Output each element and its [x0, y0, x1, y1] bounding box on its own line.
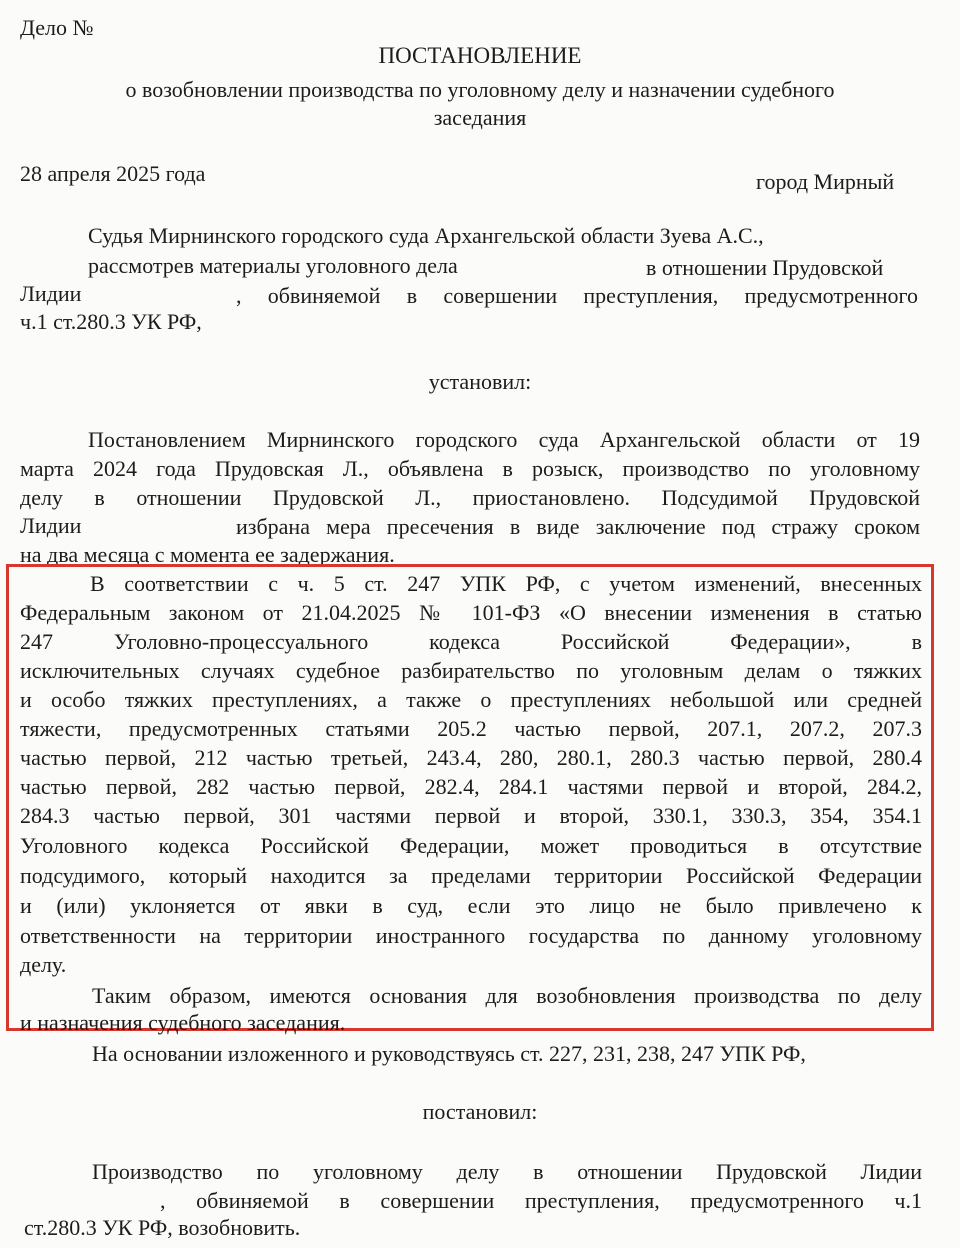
para2-line-last: делу. — [20, 952, 67, 977]
resolution-line-2: , обвиняемой в совершении преступления, предусмотренного ч.1 — [160, 1188, 922, 1213]
document-city: город Мирный — [756, 169, 895, 194]
para3-line-2: и назначения судебного заседания. — [20, 1010, 346, 1035]
intro-line-2a: рассмотрев материалы уголовного дела — [88, 253, 458, 278]
basis-line: На основании изложенного и руководствуясь ст. 227, 231, 238, 247 УПК РФ, — [92, 1041, 806, 1066]
para2-line: частью первой, 282 частью первой, 282.4, 284.1 частями первой и второй, 284.2, — [20, 774, 922, 799]
case-number: Дело № — [20, 15, 94, 40]
para2-line: и особо тяжких преступлениях, а также о преступлениях небольшой или средней — [20, 687, 922, 712]
para1-line-2: марта 2024 года Прудовская Л., объявлена в розыск, производство по уголовному — [20, 456, 920, 481]
document-title: ПОСТАНОВЛЕНИЕ — [378, 43, 582, 68]
intro-line-2b: в отношении Прудовской — [646, 255, 884, 280]
para2-line: Уголовного кодекса Российской Федерации, может проводиться в отсутствие — [20, 833, 922, 858]
resolution-line-1: Производство по уголовному делу в отношении Прудовской Лидии — [92, 1159, 922, 1184]
document-subtitle-line-1: о возобновлении производства по уголовному делу и назначении судебного — [125, 77, 835, 102]
para2-line: Федеральным законом от 21.04.2025 № 101-ФЗ «О внесении изменения в статью — [20, 600, 922, 625]
para2-line: исключительных случаях судебное разбирательство по уголовным делам о тяжких — [20, 658, 922, 683]
intro-line-3a: Лидии — [20, 281, 82, 306]
intro-line-4: ч.1 ст.280.3 УК РФ, — [20, 309, 202, 334]
para2-line: и (или) уклоняется от явки в суд, если это лицо не было привлечено к — [20, 893, 922, 918]
para2-line: 247 Уголовно-процессуального кодекса Российской Федерации», в — [20, 629, 922, 654]
para1-line-5: на два месяца с момента ее задержания. — [20, 542, 395, 567]
para3-line-1: Таким образом, имеются основания для возобновления производства по делу — [92, 983, 922, 1008]
section-established: установил: — [428, 369, 532, 394]
document-subtitle-line-2: заседания — [433, 105, 527, 130]
para1-line-4b: избрана мера пресечения в виде заключение под стражу сроком — [236, 514, 920, 539]
para2-line: ответственности на территории иностранного государства по данному уголовному — [20, 923, 922, 948]
intro-line-1: Судья Мирнинского городского суда Архангельской области Зуева А.С., — [88, 223, 764, 248]
para2-line: В соответствии с ч. 5 ст. 247 УПК РФ, с учетом изменений, внесенных — [90, 571, 922, 596]
para1-line-3: делу в отношении Прудовской Л., приостановлено. Подсудимой Прудовской — [20, 485, 920, 510]
resolution-line-3: ст.280.3 УК РФ, возобновить. — [24, 1215, 301, 1240]
para1-line-4a: Лидии — [20, 513, 82, 538]
intro-line-3b: , обвиняемой в совершении преступления, предусмотренного — [236, 283, 918, 308]
para2-line: частью первой, 212 частью третьей, 243.4, 280, 280.1, 280.3 частью первой, 280.4 — [20, 745, 922, 770]
document-date: 28 апреля 2025 года — [20, 161, 206, 186]
para2-line: подсудимого, который находится за пределами территории Российской Федерации — [20, 863, 922, 888]
para2-line: 284.3 частью первой, 301 частями первой и второй, 330.1, 330.3, 354, 354.1 — [20, 803, 922, 828]
para1-line-1: Постановлением Мирнинского городского суда Архангельской области от 19 — [88, 427, 920, 452]
para2-line: тяжести, предусмотренных статьями 205.2 частью первой, 207.1, 207.2, 207.3 — [20, 716, 922, 741]
section-decided: постановил: — [422, 1099, 538, 1124]
